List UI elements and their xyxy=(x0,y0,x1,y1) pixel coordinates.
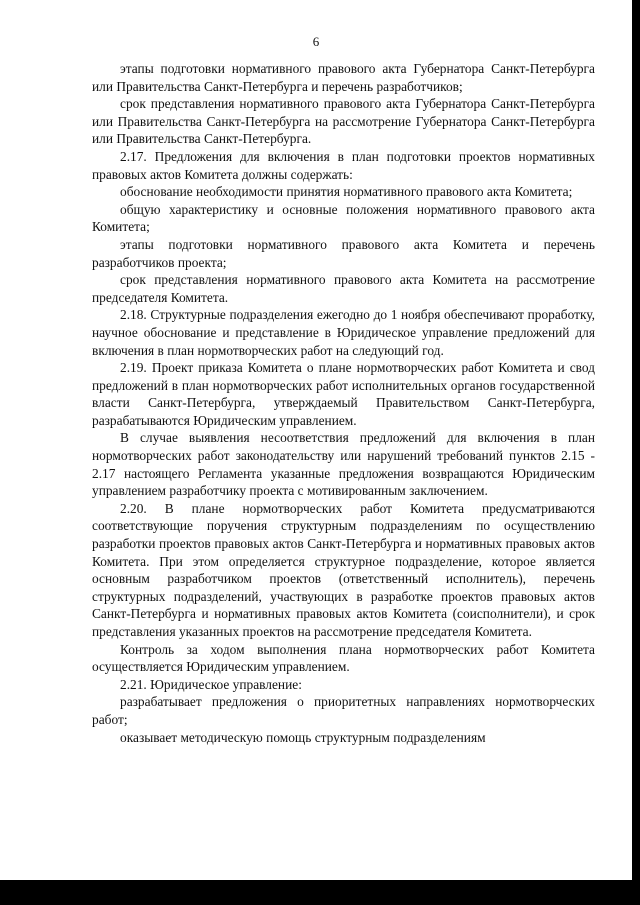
paragraph: срок представления нормативного правового акта Комитета на рассмотрение председателя Комитета. xyxy=(92,272,595,305)
paragraph: 2.17. Предложения для включения в план подготовки проектов нормативных правовых актов Комитета должны содержать: xyxy=(92,148,595,182)
paragraph: обоснование необходимости принятия нормативного правового акта Комитета; xyxy=(120,184,573,200)
paragraph: разрабатывает предложения о приоритетных направлениях нормотворческих работ; xyxy=(92,694,595,727)
paragraph: оказывает методическую помощь структурным подразделениям xyxy=(120,729,486,745)
paragraph: срок представления нормативного правового акта Губернатора Санкт-Петербурга или Правительства Санкт-Петербурга на рассмотрение Губернатора Санкт-Петербурга или Правительства Санкт-Петербурга. xyxy=(92,96,595,147)
paragraph: Контроль за ходом выполнения плана нормотворческих работ Комитета осуществляется Юридическим управлением. xyxy=(92,641,595,675)
paragraph: 2.21. Юридическое управление: xyxy=(120,676,302,692)
paragraph: 2.19. Проект приказа Комитета о плане нормотворческих работ Комитета и свод предложений в план нормотворческих работ исполнительных органов государственной власти Санкт-Петербурга, утверждаемый Правительством Санкт-Петербурга, разрабатываются Юридическим управлением. xyxy=(92,360,595,428)
scan-edge-bottom xyxy=(0,880,640,905)
paragraph: общую характеристику и основные положения нормативного правового акта Комитета; xyxy=(92,201,595,235)
paragraph: 2.20. В плане нормотворческих работ Комитета предусматриваются соответствующие поручения структурным подразделениям по осуществлению разработки проектов правовых актов Санкт-Петербурга и нормативных правовых актов Комитета. При этом определяется структурное подразделение, которое является основным разработчиком проектов (ответственный исполнитель), перечень структурных подразделений, участвующих в разработке проектов правовых актов Санкт-Петербурга и нормативных правовых актов Комитета (соисполнители), и срок представления указанных проектов на рассмотрение председателя Комитета. xyxy=(92,500,595,639)
paragraph: В случае выявления несоответствия предложений для включения в план нормотворческих работ законодательству или нарушений требований пунктов 2.15 - 2.17 настоящего Регламента указанные предложения возвращаются Юридическим управлением разработчику проекта с мотивированным заключением. xyxy=(92,430,595,499)
page-number: 6 xyxy=(312,34,320,49)
paragraph: 2.18. Структурные подразделения ежегодно до 1 ноября обеспечивают проработку, научное обоснование и представление в Юридическое управление предложений для включения в план нормотворческих работ на следующий год. xyxy=(92,307,595,358)
body-text xyxy=(92,60,595,746)
paragraph: этапы подготовки нормативного правового акта Комитета и перечень разработчиков проекта; xyxy=(92,236,595,270)
scan-edge-right xyxy=(632,0,640,880)
paragraph: этапы подготовки нормативного правового акта Губернатора Санкт-Петербурга или Правительства Санкт-Петербурга и перечень разработчиков; xyxy=(92,61,595,94)
